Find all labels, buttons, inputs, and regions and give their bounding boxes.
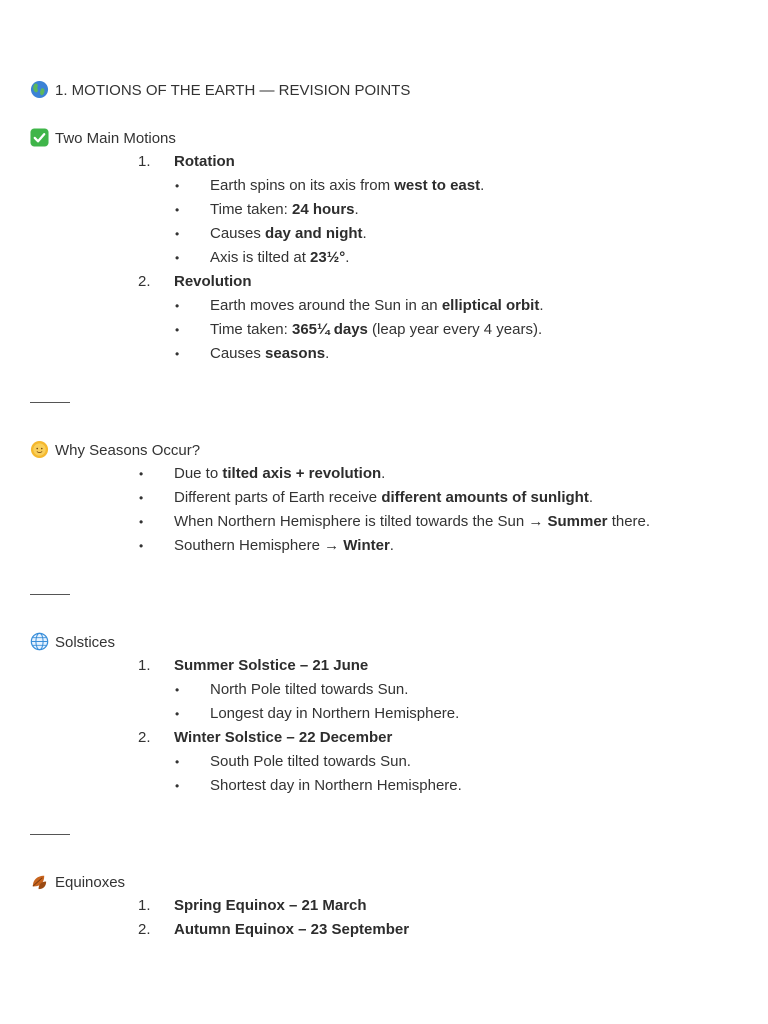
winter-solstice-label: Winter Solstice – 22 December (174, 729, 393, 746)
list-item: Different parts of Earth receive different amounts of sunlight. (174, 489, 593, 506)
section-heading-equinoxes (30, 872, 125, 892)
bullet-marker: • (175, 179, 180, 193)
list-item: North Pole tilted towards Sun. (210, 681, 409, 698)
bullet-marker: • (139, 491, 144, 505)
bullet-marker: • (175, 299, 180, 313)
bullet-marker: • (175, 683, 180, 697)
list-item: When Northern Hemisphere is tilted towards the Sun → Summer there. (174, 513, 651, 530)
list-item: Time taken: 365¼ days (leap year every 4 years). (210, 321, 543, 338)
bullet-marker: • (175, 779, 180, 793)
list-number: 2. (138, 729, 151, 746)
section-heading-text: Solstices (55, 634, 116, 651)
list-item: Causes seasons. (210, 345, 330, 362)
list-number: 2. (138, 273, 151, 290)
list-item: Causes day and night. (210, 225, 367, 242)
section-heading-text: Equinoxes (55, 874, 126, 891)
list-number: 1. (138, 657, 151, 674)
list-item: South Pole tilted towards Sun. (210, 753, 411, 770)
check-mark-icon (30, 128, 49, 147)
section-divider (30, 594, 70, 595)
list-item: Time taken: 24 hours. (210, 201, 359, 218)
page-title: 1. MOTIONS OF THE EARTH — REVISION POINTS (55, 82, 411, 99)
list-number: 1. (138, 897, 151, 914)
list-item: Southern Hemisphere → Winter. (174, 537, 394, 554)
section-heading-why-seasons (30, 440, 200, 460)
rotation-label: Rotation (174, 153, 235, 170)
bullet-marker: • (175, 251, 180, 265)
list-item: Axis is tilted at 23½°. (210, 249, 350, 266)
list-item: Earth moves around the Sun in an elliptical orbit. (210, 297, 544, 314)
section-divider (30, 834, 70, 835)
spring-equinox-label: Spring Equinox – 21 March (174, 897, 367, 914)
bullet-marker: • (175, 347, 180, 361)
list-item: Due to tilted axis + revolution. (174, 465, 386, 482)
bullet-marker: • (139, 515, 144, 529)
bullet-marker: • (175, 707, 180, 721)
bullet-marker: • (175, 203, 180, 217)
globe-meridians-icon (30, 632, 49, 651)
section-heading-two-main-motions (30, 128, 176, 148)
globe-americas-icon (30, 80, 49, 99)
list-item: Longest day in Northern Hemisphere. (210, 705, 460, 722)
summer-solstice-label: Summer Solstice – 21 June (174, 657, 369, 674)
list-number: 2. (138, 921, 151, 938)
page-title-row (30, 80, 410, 100)
bullet-marker: • (139, 539, 144, 553)
bullet-marker: • (175, 227, 180, 241)
bullet-marker: • (139, 467, 144, 481)
bullet-marker: • (175, 755, 180, 769)
list-item: Shortest day in Northern Hemisphere. (210, 777, 462, 794)
section-heading-text: Why Seasons Occur? (55, 442, 201, 459)
bullet-marker: • (175, 323, 180, 337)
revolution-label: Revolution (174, 273, 252, 290)
section-heading-solstices (30, 632, 115, 652)
list-item: Earth spins on its axis from west to east. (210, 177, 485, 194)
section-heading-text: Two Main Motions (55, 130, 176, 147)
section-divider (30, 402, 70, 403)
autumn-equinox-label: Autumn Equinox – 23 September (174, 921, 410, 938)
list-number: 1. (138, 153, 151, 170)
sun-face-icon (30, 440, 49, 459)
fallen-leaf-icon (30, 872, 49, 891)
